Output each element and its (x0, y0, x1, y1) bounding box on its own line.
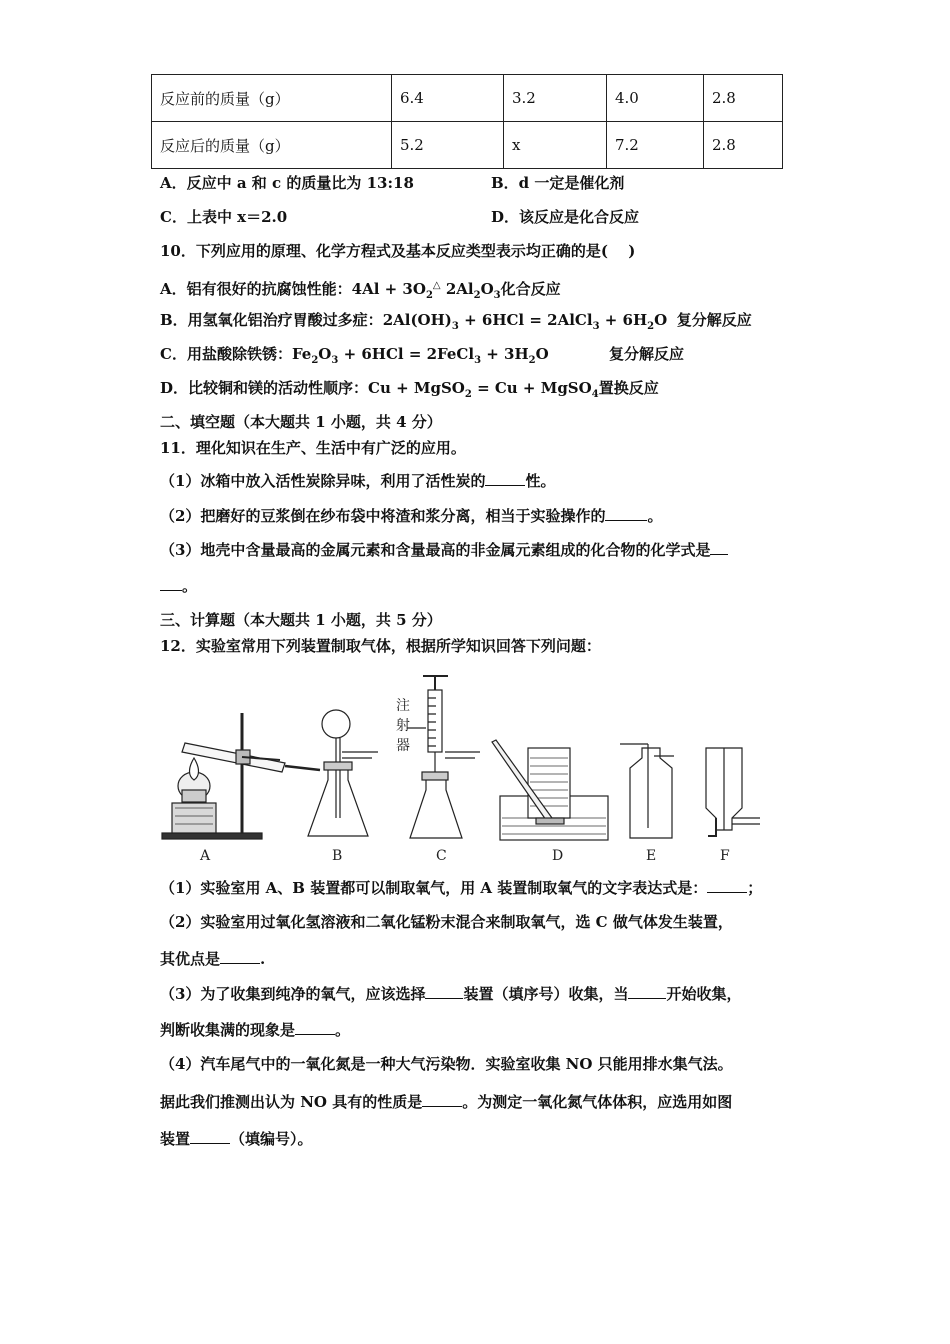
q9-option-d: D．该反应是化合反应 (491, 208, 640, 226)
q12-part-3-cont: 判断收集满的现象是 。 (160, 1021, 351, 1039)
q12-part-4-cont: 据此我们推测出认为 NO 具有的性质是 。为测定一氧化氮气体体积，应选用如图 (160, 1093, 733, 1111)
option-text: A．铝有很好的抗腐蚀性能： (160, 280, 352, 298)
answer-blank[interactable] (710, 540, 728, 555)
mass-table (151, 74, 783, 169)
answer-blank[interactable] (707, 878, 747, 893)
q12-part-3: （3）为了收集到纯净的氧气，应该选择 装置（填序号）收集，当 开始收集， (160, 985, 742, 1003)
answer-blank[interactable] (295, 1020, 335, 1035)
q11-part-1: （1）冰箱中放入活性炭除异味，利用了活性炭的 性。 (160, 472, 556, 490)
answer-blank[interactable] (160, 576, 182, 591)
table-cell: 2.8 (704, 75, 783, 122)
answer-blank[interactable] (485, 471, 525, 486)
equation: Cu + MgSO$_2$ = Cu + MgSO$_4$ (368, 379, 599, 400)
q11-part-2: （2）把磨好的豆浆倒在纱布袋中将渣和浆分离，相当于实验操作的 。 (160, 507, 663, 525)
section-3-heading: 三、计算题（本大题共 1 小题，共 5 分） (160, 611, 442, 629)
table-cell: 7.2 (607, 122, 704, 169)
reaction-type: 复分解反应 (609, 345, 685, 363)
figure-label-d: D (552, 848, 564, 864)
q11-part-3: （3）地壳中含量最高的金属元素和含量最高的非金属元素组成的化合物的化学式是 (160, 540, 728, 560)
reaction-type: 置换反应 (598, 379, 659, 397)
table-row (152, 122, 783, 169)
q12-part-1: （1）实验室用 A、B 装置都可以制取氧气，用 A 装置制取氧气的文字表达式是： ； (160, 879, 763, 897)
option-text: C．用盐酸除铁锈： (160, 345, 292, 363)
reaction-type: 复分解反应 (676, 311, 752, 329)
table-cell: x (504, 122, 607, 169)
table-cell: 3.2 (504, 75, 607, 122)
equation: $2Al(OH)_3 + 6HCl$ = 2AlCl$_3$ + $6H_2O$ (382, 311, 668, 332)
section-2-heading: 二、填空题（本大题共 1 小题，共 4 分） (160, 413, 442, 431)
q10-option-c (160, 344, 685, 371)
q11-stem: 11．理化知识在生产、生活中有广泛的应用。 (160, 439, 466, 457)
syringe-label: 注 (396, 698, 410, 714)
table-row (152, 75, 783, 122)
q12-stem: 12．实验室常用下列装置制取气体，根据所学知识回答下列问题： (160, 637, 601, 655)
answer-blank[interactable] (425, 984, 463, 999)
q10-option-b (160, 310, 752, 337)
reaction-type: 化合反应 (500, 280, 561, 298)
figure-label-e: E (646, 848, 657, 864)
table-cell: 6.4 (392, 75, 504, 122)
figure-label-f: F (720, 848, 730, 864)
q10-option-d (160, 378, 659, 405)
apparatus-d (492, 740, 608, 840)
q9-option-c: C．上表中 x＝2.0 (160, 208, 288, 226)
syringe-label: 器 (396, 738, 410, 754)
table-cell: 反应后的质量（g） (152, 122, 392, 169)
answer-blank[interactable] (220, 949, 260, 964)
table-cell: 2.8 (704, 122, 783, 169)
table-cell: 反应前的质量（g） (152, 75, 392, 122)
q10-option-a (160, 276, 561, 306)
option-text: D．比较铜和镁的活动性顺序： (160, 379, 369, 397)
q11-part-3-cont: 。 (160, 576, 197, 596)
q9-option-a: A．反应中 a 和 c 的质量比为 13:18 (160, 174, 414, 192)
syringe-label: 射 (396, 718, 410, 734)
equation: $Fe_2O_3 + 6HCl$ = 2FeCl$_3$ + $3H_2O$ (291, 345, 549, 366)
q12-part-2: （2）实验室用过氧化氢溶液和二氧化锰粉末混合来制取氧气，选 C 做气体发生装置， (160, 913, 733, 931)
apparatus-b (308, 710, 378, 836)
q12-part-4: （4）汽车尾气中的一氧化氮是一种大气污染物．实验室收集 NO 只能用排水集气法。 (160, 1055, 733, 1073)
apparatus-figure (160, 668, 800, 868)
table-cell: 5.2 (392, 122, 504, 169)
answer-blank[interactable] (605, 506, 647, 521)
q12-part-4-cont2: 装置 （填编号）。 (160, 1130, 313, 1148)
answer-blank[interactable] (422, 1092, 462, 1107)
apparatus-c (407, 676, 480, 838)
table-cell: 4.0 (607, 75, 704, 122)
figure-label-a: A (200, 848, 211, 864)
q12-part-2-cont: 其优点是 . (160, 950, 266, 968)
option-text: B．用氢氧化铝治疗胃酸过多症： (160, 311, 383, 329)
figure-label-c: C (436, 848, 447, 864)
answer-blank[interactable] (628, 984, 666, 999)
q9-option-b: B．d 一定是催化剂 (491, 174, 625, 192)
equation: $4Al + 3O_2^\triangle$ $2Al_2O_3$ (351, 280, 501, 301)
apparatus-f (706, 748, 760, 836)
answer-blank[interactable] (190, 1129, 230, 1144)
apparatus-a (162, 713, 320, 839)
q10-stem: 10．下列应用的原理、化学方程式及基本反应类型表示均正确的是( ) (160, 242, 636, 260)
apparatus-e (620, 744, 674, 838)
figure-label-b: B (332, 848, 343, 864)
